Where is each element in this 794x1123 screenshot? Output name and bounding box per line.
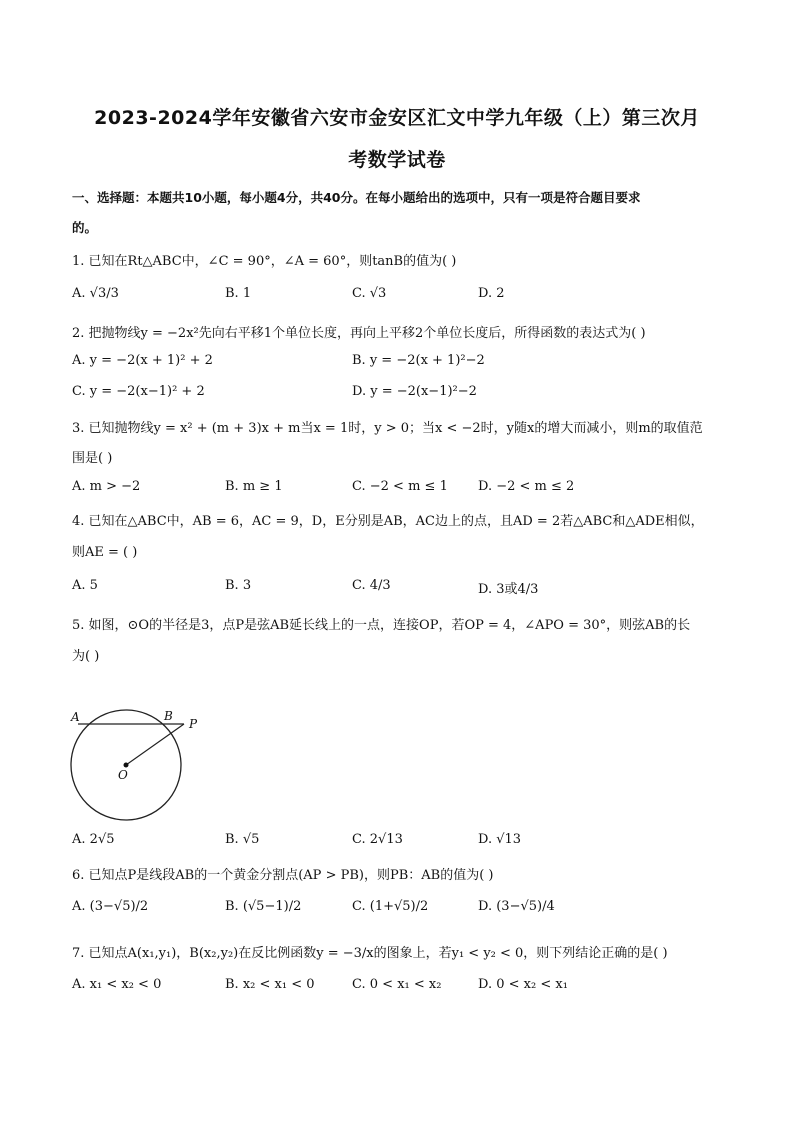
option-text: x₂ < x₁ < 0 bbox=[242, 977, 315, 992]
question-3-option-b bbox=[225, 479, 283, 494]
question-1-option-b bbox=[225, 286, 251, 301]
option-text: (1+√5)/2 bbox=[369, 899, 429, 914]
question-3-stem-line1: 3. 已知抛物线y = x² + (m + 3)x + m当x = 1时，y > 0；当x < −2时，y随x的增大而减小，则m的取值范 bbox=[72, 421, 703, 436]
option-letter: D. bbox=[478, 582, 493, 597]
option-text: −2 < m ≤ 1 bbox=[369, 479, 448, 494]
option-letter: A. bbox=[72, 578, 86, 593]
question-1-stem: 1. 已知在Rt△ABC中，∠C = 90°，∠A = 60°，则tanB的值为( ) bbox=[72, 254, 457, 269]
question-3-option-c bbox=[352, 479, 448, 494]
option-letter: D. bbox=[478, 899, 493, 914]
option-letter: C. bbox=[72, 384, 86, 399]
option-letter: C. bbox=[352, 832, 366, 847]
option-letter: D. bbox=[478, 479, 493, 494]
option-text: √3/3 bbox=[89, 286, 119, 301]
question-5-option-b bbox=[225, 832, 259, 847]
option-letter: D. bbox=[352, 384, 367, 399]
option-letter: B. bbox=[225, 977, 239, 992]
segment-op bbox=[126, 724, 184, 765]
option-text: 4/3 bbox=[369, 578, 391, 593]
label-p: P bbox=[189, 717, 198, 731]
option-text: 3 bbox=[242, 578, 252, 593]
option-text: y = −2(x + 1)² + 2 bbox=[89, 353, 213, 368]
question-1-option-a bbox=[72, 286, 119, 301]
question-4-option-a bbox=[72, 578, 98, 593]
circle-figure bbox=[62, 700, 212, 825]
exam-title-line2: 考数学试卷 bbox=[348, 149, 446, 171]
question-2-stem: 2. 把抛物线y = −2x²先向右平移1个单位长度，再向上平移2个单位长度后，所得函数的表达式为( ) bbox=[72, 326, 646, 341]
question-4-option-c bbox=[352, 578, 391, 593]
option-letter: C. bbox=[352, 286, 366, 301]
option-text: m > −2 bbox=[89, 479, 141, 494]
question-4-stem-line2: 则AE = ( ) bbox=[72, 545, 138, 560]
label-b: B bbox=[164, 709, 173, 723]
question-6-option-d bbox=[478, 899, 555, 914]
option-text: y = −2(x−1)²−2 bbox=[370, 384, 477, 399]
option-text: (3−√5)/4 bbox=[496, 899, 555, 914]
section-intro-line1: 一、选择题：本题共10小题，每小题4分，共40分。在每小题给出的选项中，只有一项是符合题目要求 bbox=[72, 190, 641, 205]
option-letter: D. bbox=[478, 832, 493, 847]
option-letter: A. bbox=[72, 977, 86, 992]
question-1-option-c bbox=[352, 286, 386, 301]
question-7-option-c bbox=[352, 977, 441, 992]
question-2-option-b bbox=[352, 353, 485, 368]
option-text: 1 bbox=[242, 286, 252, 301]
option-letter: B. bbox=[352, 353, 366, 368]
question-3-option-d bbox=[478, 479, 574, 494]
option-letter: A. bbox=[72, 353, 86, 368]
option-text: y = −2(x−1)² + 2 bbox=[89, 384, 205, 399]
option-text: (3−√5)/2 bbox=[89, 899, 149, 914]
question-1-option-d bbox=[478, 286, 505, 301]
question-6-option-b bbox=[225, 899, 301, 914]
exam-title-line1: 2023-2024学年安徽省六安市金安区汇文中学九年级（上）第三次月 bbox=[94, 107, 700, 129]
option-text: √5 bbox=[242, 832, 260, 847]
option-text: 5 bbox=[89, 578, 98, 593]
option-letter: A. bbox=[72, 479, 86, 494]
question-3-option-a bbox=[72, 479, 140, 494]
question-6-option-c bbox=[352, 899, 428, 914]
option-letter: C. bbox=[352, 899, 366, 914]
question-6-option-a bbox=[72, 899, 148, 914]
option-text: x₁ < x₂ < 0 bbox=[89, 977, 162, 992]
question-6-stem: 6. 已知点P是线段AB的一个黄金分割点(AP > PB)，则PB：AB的值为( ) bbox=[72, 868, 494, 883]
label-o: O bbox=[118, 768, 128, 782]
label-a: A bbox=[71, 710, 80, 724]
option-text: −2 < m ≤ 2 bbox=[496, 479, 575, 494]
question-5-stem-line1: 5. 如图，⊙O的半径是3，点P是弦AB延长线上的一点，连接OP，若OP = 4，∠APO = 30°，则弦AB的长 bbox=[72, 618, 691, 633]
option-letter: B. bbox=[225, 286, 239, 301]
option-letter: A. bbox=[72, 286, 86, 301]
option-text: √13 bbox=[496, 832, 522, 847]
option-letter: C. bbox=[352, 479, 366, 494]
option-text: (√5−1)/2 bbox=[242, 899, 302, 914]
option-text: √3 bbox=[369, 286, 387, 301]
option-text: 0 < x₂ < x₁ bbox=[496, 977, 568, 992]
option-text: m ≥ 1 bbox=[242, 479, 283, 494]
question-3-stem-line2: 围是( ) bbox=[72, 451, 113, 466]
question-5-option-d bbox=[478, 832, 521, 847]
option-letter: B. bbox=[225, 899, 239, 914]
option-letter: C. bbox=[352, 977, 366, 992]
option-letter: A. bbox=[72, 832, 86, 847]
question-2-option-c bbox=[72, 384, 205, 399]
question-4-stem-line1: 4. 已知在△ABC中，AB = 6，AC = 9，D，E分别是AB，AC边上的点，且AD = 2若△ABC和△ADE相似， bbox=[72, 514, 704, 529]
option-letter: B. bbox=[225, 479, 239, 494]
option-letter: D. bbox=[478, 286, 493, 301]
option-text: y = −2(x + 1)²−2 bbox=[369, 353, 485, 368]
question-7-option-d bbox=[478, 977, 568, 992]
option-letter: D. bbox=[478, 977, 493, 992]
question-4-option-b bbox=[225, 578, 251, 593]
question-5-option-c bbox=[352, 832, 403, 847]
question-2-option-a bbox=[72, 353, 213, 368]
option-text: 0 < x₁ < x₂ bbox=[369, 977, 442, 992]
option-text: 2√5 bbox=[89, 832, 115, 847]
question-2-option-d bbox=[352, 384, 477, 399]
option-text: 2√13 bbox=[369, 832, 403, 847]
option-letter: C. bbox=[352, 578, 366, 593]
question-4-option-d bbox=[478, 578, 538, 597]
option-letter: B. bbox=[225, 832, 239, 847]
question-5-option-a bbox=[72, 832, 115, 847]
section-intro-line2: 的。 bbox=[72, 220, 98, 235]
question-7-stem: 7. 已知点A(x₁,y₁)，B(x₂,y₂)在反比例函数y = −3/x的图象上，若y₁ < y₂ < 0，则下列结论正确的是( ) bbox=[72, 946, 668, 961]
option-letter: A. bbox=[72, 899, 86, 914]
question-7-option-b bbox=[225, 977, 315, 992]
question-5-stem-line2: 为( ) bbox=[72, 649, 100, 664]
option-letter: B. bbox=[225, 578, 239, 593]
option-text: 2 bbox=[496, 286, 505, 301]
center-point bbox=[124, 763, 129, 768]
option-text: 3或4/3 bbox=[496, 582, 539, 597]
question-7-option-a bbox=[72, 977, 161, 992]
